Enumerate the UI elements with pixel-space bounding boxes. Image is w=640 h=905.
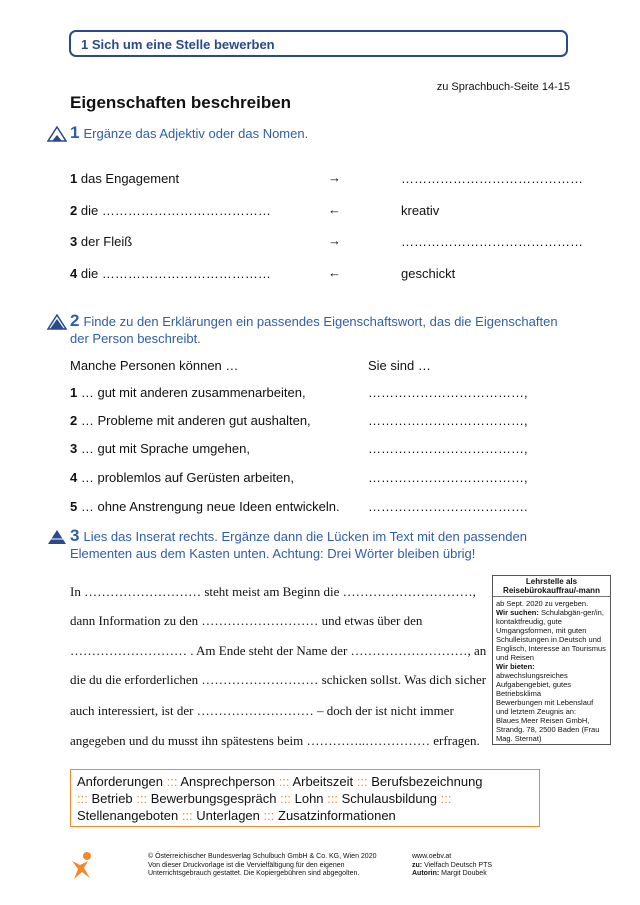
- ad-text: abwechslungsreiches Aufgabengebiet, gutes Betriebsklima: [496, 671, 572, 698]
- word-chip[interactable]: Unterlagen: [196, 808, 260, 823]
- word-chip[interactable]: Schulausbildung: [341, 791, 438, 806]
- separator: :::: [166, 774, 178, 789]
- ad-text: Bewerbungen mit Lebenslauf und letztem Zeugnis an:: [496, 698, 594, 716]
- word-chip[interactable]: Anforderungen: [77, 774, 164, 789]
- ad-text: ab Sept. 2020 zu vergeben.: [496, 599, 589, 608]
- task1-row: 2 die …………………………………: [70, 203, 271, 218]
- word-chip[interactable]: Betrieb: [91, 791, 133, 806]
- word-chip[interactable]: Bewerbungsgespräch: [150, 791, 277, 806]
- separator: :::: [278, 774, 290, 789]
- word-chip[interactable]: Lohn: [294, 791, 324, 806]
- footer-info: www.oebv.at zu: Vielfach Deutsch PTS Autorin: Margit Doubek: [412, 853, 493, 877]
- difficulty-triangle-icon: [47, 314, 67, 330]
- left-arrow-icon: ←: [328, 265, 341, 280]
- answer-blank[interactable]: ………………………………,: [368, 441, 528, 456]
- task2-row: 3 … gut mit Sprache umgehen,: [70, 441, 250, 456]
- task2-row: 2 … Probleme mit anderen gut aushalten,: [70, 413, 311, 428]
- ad-text: Wir suchen: Schulabgän-ger/in, kontaktfreudig, gute Umgangsformen, mit guten Schulleistungen in Deutsch und Englisch, Interesse an Tourismus und Reisen: [496, 608, 606, 662]
- cloze-line[interactable]: ……………………… . Am Ende steht der Name der ………………………, an: [70, 643, 487, 658]
- separator: :::: [136, 791, 148, 806]
- word-chip[interactable]: Ansprechperson: [180, 774, 276, 789]
- word-box: [70, 769, 540, 827]
- separator: :::: [356, 774, 368, 789]
- answer-blank[interactable]: ………………………………,: [368, 385, 528, 400]
- cloze-line[interactable]: In ……………………… steht meist am Beginn die …………………………,: [70, 584, 476, 599]
- cloze-line[interactable]: die du die erforderlichen ……………………… schicken sollst. Was dich sicher: [70, 672, 487, 687]
- column-header: Sie sind …: [368, 358, 431, 373]
- task2-instruction: 2 Finde zu den Erklärungen ein passendes Eigenschaftswort, das die Eigenschaften der Person beschreibt.: [70, 311, 558, 346]
- footer-link[interactable]: www.oebv.at: [412, 853, 452, 860]
- page-title: Eigenschaften beschreiben: [70, 93, 292, 112]
- word-chip[interactable]: Berufsbezeichnung: [371, 774, 483, 789]
- answer-blank[interactable]: ……………………………………: [401, 171, 583, 186]
- task1-row: 1 das Engagement: [70, 171, 180, 186]
- right-arrow-icon: →: [328, 170, 341, 185]
- answer-blank[interactable]: ………………………………,: [368, 470, 528, 485]
- right-arrow-icon: →: [328, 233, 341, 248]
- ad-title: Lehrstelle als Reisebürokauffrau/-mann: [493, 577, 610, 597]
- separator: :::: [263, 808, 275, 823]
- cloze-line[interactable]: angegeben und du musst ihn spätestens beim …………..…………… erfragen.: [70, 733, 480, 748]
- column-header: Manche Personen können …: [70, 358, 239, 373]
- difficulty-triangle-icon: [47, 529, 67, 545]
- job-advertisement: [492, 575, 611, 745]
- separator: :::: [77, 791, 88, 806]
- word-chip[interactable]: Stellenangeboten: [77, 808, 179, 823]
- footer-copyright: © Österreichischer Bundesverlag Schulbuch GmbH & Co. KG, Wien 2020 Von dieser Druckvorlage ist die Vervielfältigung für den eigenen Unterrichtsgebrauch gestattet. Die Kopiergebühren sind abgegolten.: [148, 853, 377, 877]
- separator: :::: [327, 791, 338, 806]
- given-word: geschickt: [401, 266, 456, 281]
- task2-row: 4 … problemlos auf Gerüsten arbeiten,: [70, 470, 295, 485]
- task1-row: 4 die …………………………………: [70, 266, 271, 281]
- task1-instruction: 1 Ergänze das Adjektiv oder das Nomen.: [70, 123, 309, 142]
- chapter-header: [69, 30, 568, 57]
- task2-row: 1 … gut mit anderen zusammenarbeiten,: [70, 385, 306, 400]
- ad-text: Blaues Meer Reisen GmbH, Strandg. 78, 2500 Baden (Frau Mag. Sternat): [496, 716, 600, 743]
- answer-blank[interactable]: ……………………………….: [368, 499, 528, 514]
- page-reference: zu Sprachbuch-Seite 14-15: [436, 81, 570, 93]
- word-chip[interactable]: Arbeitszeit: [292, 774, 354, 789]
- publisher-logo-icon: [68, 851, 96, 881]
- separator: :::: [280, 791, 291, 806]
- left-arrow-icon: ←: [328, 202, 341, 217]
- word-chip[interactable]: Zusatzinformationen: [278, 808, 396, 823]
- cloze-line[interactable]: dann Information zu den ……………………… und etwas über den: [70, 613, 423, 628]
- cloze-line[interactable]: auch interessiert, ist der ……………………… – doch der ist nicht immer: [70, 703, 454, 718]
- separator: :::: [181, 808, 193, 823]
- task1-row: 3 der Fleiß: [70, 234, 133, 249]
- separator: :::: [440, 791, 452, 806]
- ad-label: Wir bieten:: [496, 662, 535, 671]
- answer-blank[interactable]: ……………………………………: [401, 234, 583, 249]
- difficulty-triangle-icon: [47, 126, 67, 142]
- task2-row: 5 … ohne Anstrengung neue Ideen entwickeln.: [70, 499, 340, 514]
- given-word: kreativ: [401, 203, 440, 218]
- answer-blank[interactable]: ………………………………,: [368, 413, 528, 428]
- task3-instruction: 3 Lies das Inserat rechts. Ergänze dann die Lücken im Text mit den passenden Elementen aus dem Kasten unten. Achtung: Drei Wörter bleiben übrig!: [70, 526, 527, 561]
- chapter-title: 1 Sich um eine Stelle bewerben: [81, 37, 275, 52]
